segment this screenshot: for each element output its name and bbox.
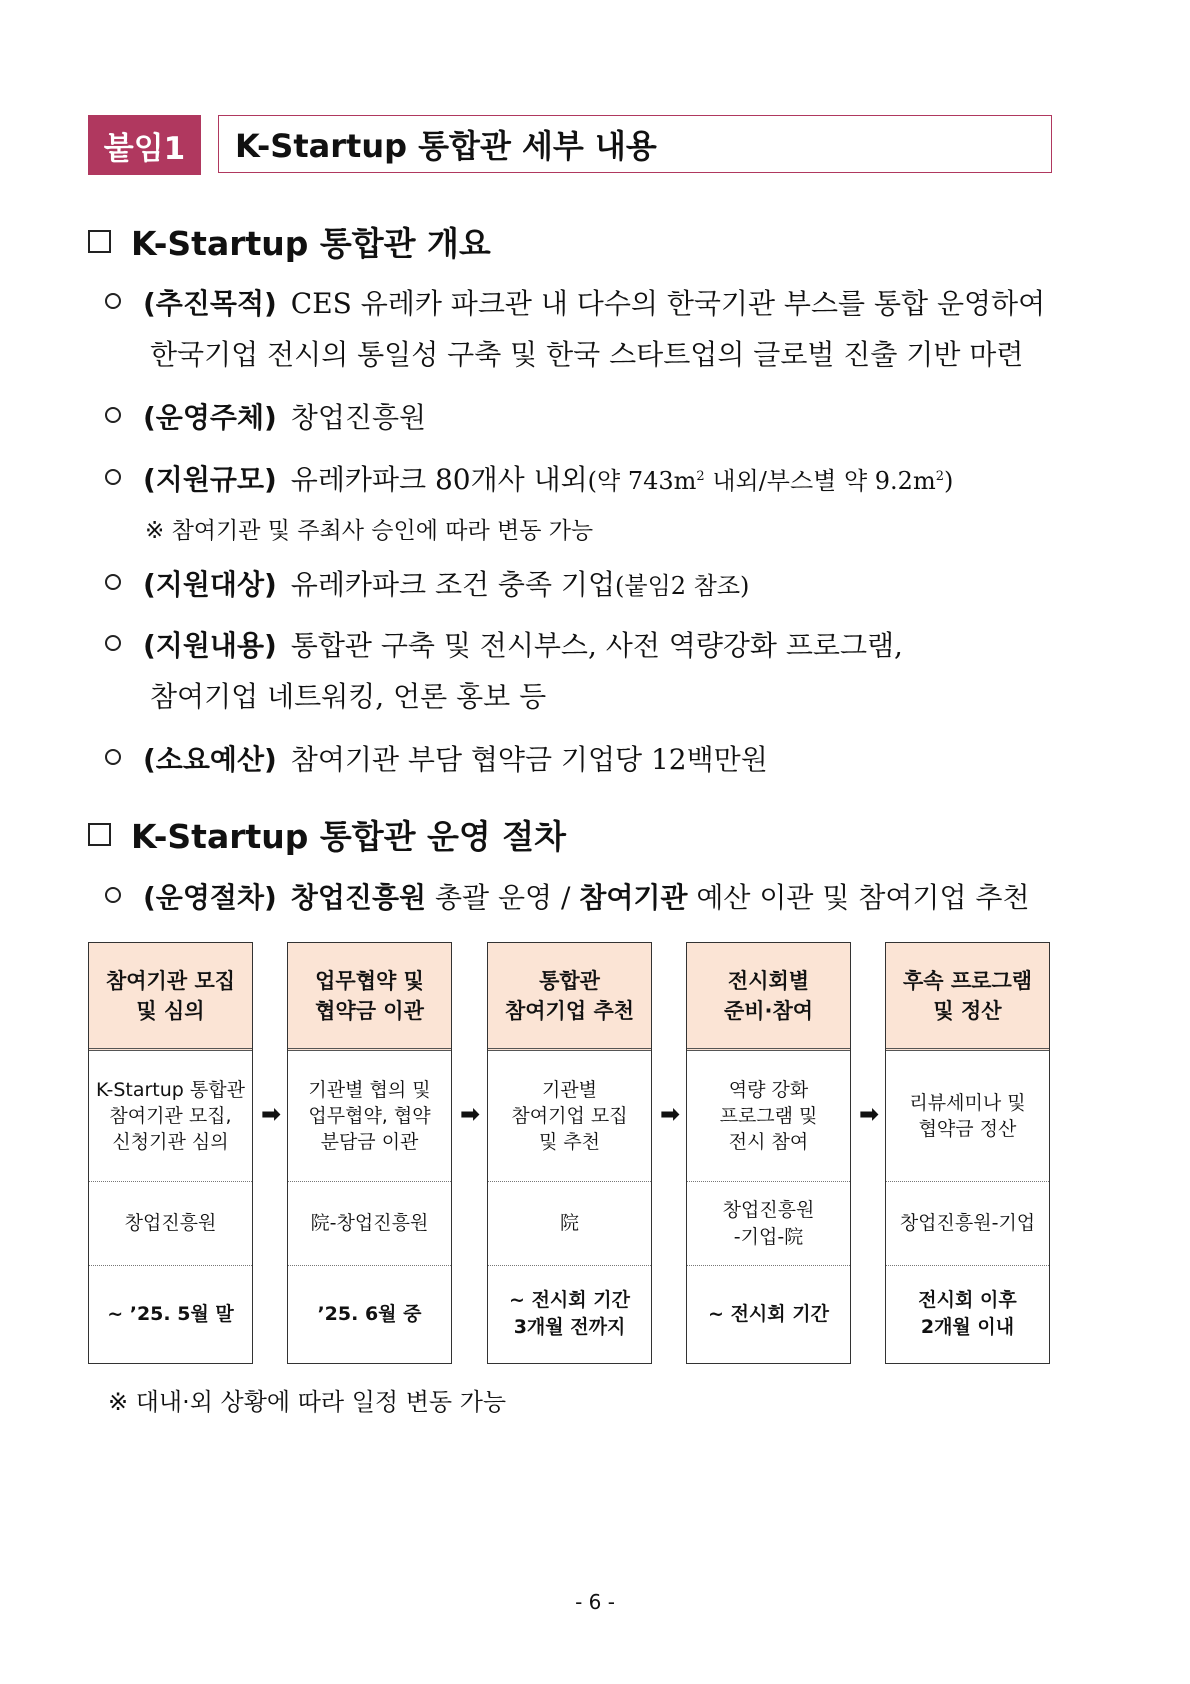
circle-bullet-icon [105,749,121,765]
process-step-4 [686,942,851,1364]
item-key: (소요예산) [143,743,277,776]
step-desc: 기관별 협의 및 업무협약, 협약 분담금 이관 [288,1051,451,1182]
checkbox-icon [88,823,111,846]
list-item-purpose [105,282,1045,322]
arrow-right-icon: ➡ [260,1100,282,1128]
step-org: 창업진흥원 [89,1182,252,1266]
process-step-1 [88,942,253,1364]
item-extra: (붙임2 참조) [615,572,750,600]
step-head: 후속 프로그램 및 정산 [886,943,1049,1051]
step-period: ~ 전시회 기간 [708,1302,829,1325]
item-key: (지원규모) [143,463,277,496]
section-heading-procedure [88,811,566,858]
step-desc: 리뷰세미나 및 협약금 정산 [886,1051,1049,1182]
item-key: (운영주체) [143,401,277,434]
circle-bullet-icon [105,407,121,423]
item-text: 통합관 구축 및 전시부스, 사전 역량강화 프로그램, [290,629,903,662]
step-desc: 기관별 참여기업 모집 및 추천 [488,1051,651,1182]
item-key: (운영절차) [143,881,277,914]
step-period: 전시회 이후 2개월 이내 [918,1289,1017,1338]
step-head: 참여기관 모집 및 심의 [89,943,252,1051]
step-period: ’25. 6월 중 [317,1302,422,1325]
list-item-procedure [105,876,1030,916]
item-text: 유레카파크 조건 충족 기업 [290,568,616,601]
item-text: 창업진흥원 [290,401,427,434]
step-org: 창업진흥원 -기업-院 [687,1182,850,1266]
item-text: 총괄 운영 / [426,881,580,914]
circle-bullet-icon [105,293,121,309]
step-org: 院-창업진흥원 [288,1182,451,1266]
item-text: 참여기관 부담 협약금 기업당 12백만원 [290,743,768,776]
item-bold: 참여기관 [579,881,688,914]
item-key: (추진목적) [143,287,277,320]
process-step-5 [885,942,1050,1364]
arrow-right-icon: ➡ [659,1100,681,1128]
page-title: K-Startup 통합관 세부 내용 [218,115,1052,173]
item-extra: (약 $743m^2$ 내외/부스별 약 $9.2m^2$) [587,467,954,495]
item-key: (지원내용) [143,629,277,662]
checkbox-icon [88,230,111,253]
section-heading-text: K-Startup 통합관 운영 절차 [131,817,566,856]
item-continuation: 참여기업 네트워킹, 언론 홍보 등 [150,680,547,713]
step-period: ~ 전시회 기간 3개월 전까지 [509,1289,630,1338]
arrow-right-icon: ➡ [459,1100,481,1128]
step-head: 통합관 참여기업 추천 [488,943,651,1051]
page-number: - 6 - [575,1590,615,1614]
circle-bullet-icon [105,635,121,651]
item-key: (지원대상) [143,568,277,601]
step-head: 업무협약 및 협약금 이관 [288,943,451,1051]
attachment-tag: 붙임1 [88,115,201,175]
list-item-contents [105,624,903,664]
note-text: ※ 참여기관 및 주최사 승인에 따라 변동 가능 [145,518,594,544]
step-org: 창업진흥원-기업 [886,1182,1049,1266]
process-step-3 [487,942,652,1364]
list-item-scale [105,458,953,498]
item-text: 유레카파크 80개사 내외 [290,463,588,496]
section-heading-overview [88,218,491,265]
step-desc: K-Startup 통합관 참여기관 모집, 신청기관 심의 [89,1051,252,1182]
section-heading-text: K-Startup 통합관 개요 [131,224,491,263]
circle-bullet-icon [105,574,121,590]
arrow-right-icon: ➡ [858,1100,880,1128]
list-item-operator [105,396,426,436]
step-head: 전시회별 준비·참여 [687,943,850,1051]
item-text: CES 유레카 파크관 내 다수의 한국기관 부스를 통합 운영하여 [290,287,1046,320]
step-period: ~ ’25. 5월 말 [107,1302,234,1325]
item-text: 예산 이관 및 참여기업 추천 [687,881,1030,914]
step-desc: 역량 강화 프로그램 및 전시 참여 [687,1051,850,1182]
item-continuation: 한국기업 전시의 통일성 구축 및 한국 스타트업의 글로벌 진출 기반 마련 [150,338,1024,371]
circle-bullet-icon [105,887,121,903]
process-note: ※ 대내·외 상황에 따라 일정 변동 가능 [108,1388,507,1416]
step-org: 院 [488,1182,651,1266]
process-step-2 [287,942,452,1364]
list-item-target [105,563,749,603]
circle-bullet-icon [105,469,121,485]
item-bold: 창업진흥원 [290,881,427,914]
list-item-budget [105,738,768,778]
